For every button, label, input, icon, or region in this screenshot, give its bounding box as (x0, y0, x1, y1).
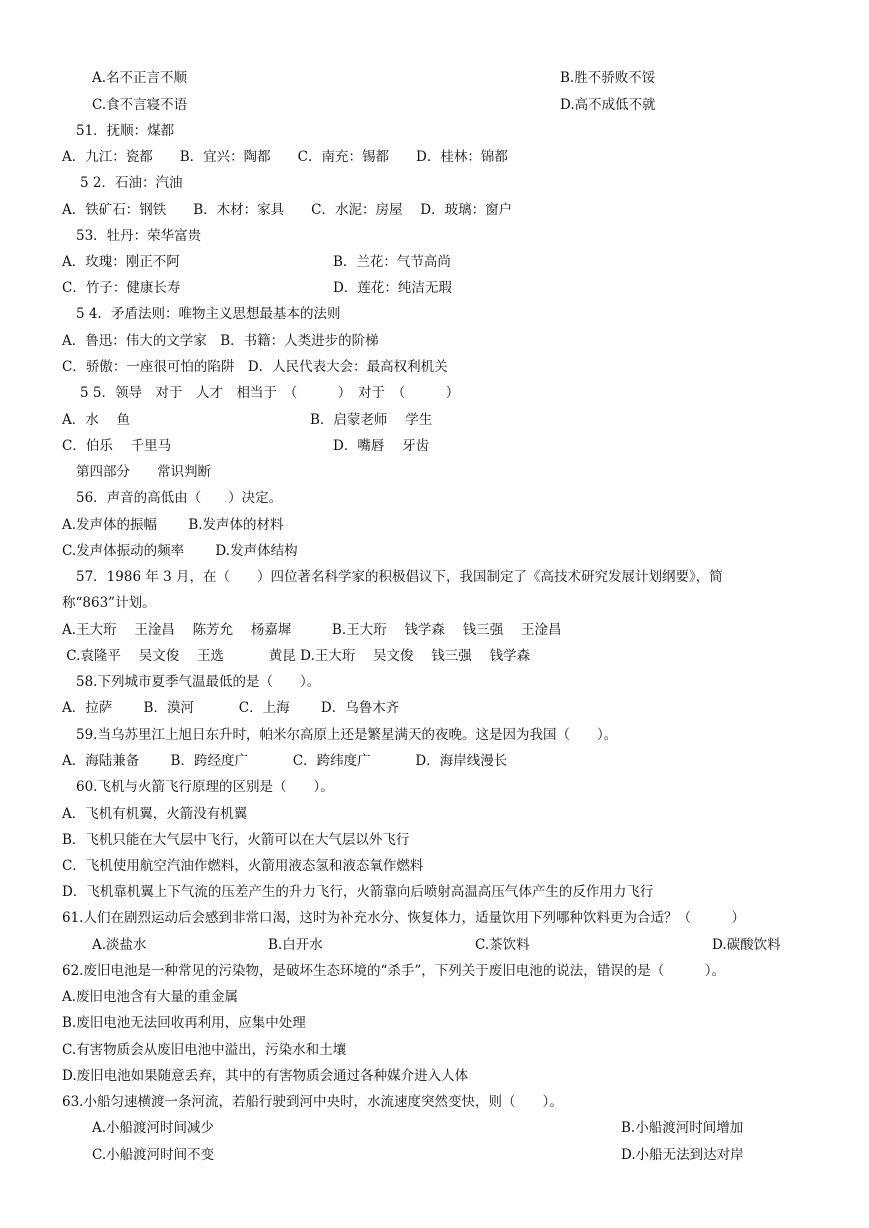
q55-option-b: B．启蒙老师 学生 (310, 412, 433, 428)
q62-option-b: B.废旧电池无法回收再利用，应集中处理 (62, 1015, 306, 1031)
q58-stem: 58.下列城市夏季气温最低的是（ ）。 (76, 674, 321, 690)
q52-stem: 5 2．石油：汽油 (80, 175, 183, 191)
q62-option-a: A.废旧电池含有大量的重金属 (62, 989, 239, 1005)
q51-stem: 51．抚顺：煤都 (76, 123, 175, 139)
q53-option-c: C．竹子：健康长寿 (62, 280, 181, 296)
q50-option-d: D.高不成低不就 (560, 97, 656, 113)
q50-option-a: A.名不正言不顺 (92, 70, 188, 86)
q52-options: A．铁矿石：钢铁 B．木材：家具 C．水泥：房屋 D．玻璃：窗户 (62, 202, 513, 218)
q53-option-d: D．莲花：纯洁无瑕 (333, 280, 452, 296)
q56-options-line2: C.发声体振动的频率 D.发声体结构 (62, 543, 298, 559)
q53-option-b: B．兰花：气节高尚 (333, 254, 451, 270)
q63-option-a: A.小船渡河时间减少 (92, 1120, 215, 1136)
q63-option-b: B.小船渡河时间增加 (621, 1120, 744, 1136)
section-title: 第四部分 常识判断 (76, 464, 211, 480)
q57-options-line2: C.袁隆平 吴文俊 王选 黄昆 D.王大珩 吴文俊 钱三强 钱学森 (62, 648, 531, 664)
q62-option-d: D.废旧电池如果随意丢弃，其中的有害物质会通过各种媒介进入人体 (62, 1068, 469, 1084)
q60-option-b: B．飞机只能在大气层中飞行，火箭可以在大气层以外飞行 (62, 832, 410, 848)
q63-option-d: D.小船无法到达对岸 (621, 1147, 744, 1163)
q61-option-a: A.淡盐水 (92, 937, 147, 953)
q53-option-a: A．玫瑰：刚正不阿 (62, 254, 180, 270)
q55-option-c: C．伯乐 千里马 (62, 438, 172, 454)
q61-option-d: D.碳酸饮料 (712, 937, 781, 953)
q63-option-c: C.小船渡河时间不变 (92, 1147, 215, 1163)
q61-option-b: B.白开水 (268, 937, 323, 953)
q62-option-c: C.有害物质会从废旧电池中溢出，污染水和土壤 (62, 1042, 347, 1058)
q61-option-c: C.茶饮料 (475, 937, 530, 953)
q57-stem-line1: 57．1986 年 3 月，在（ ）四位著名科学家的积极倡议下，我国制定了《高技术研究发展计划纲要》，简 (76, 569, 723, 585)
q59-options: A．海陆兼备 B．跨经度广 C．跨纬度广 D．海岸线漫长 (62, 753, 508, 769)
q50-option-c: C.食不言寝不语 (92, 97, 188, 113)
q56-stem: 56．声音的高低由（ ）决定。 (76, 490, 283, 506)
q57-options-line1: A.王大珩 王淦昌 陈芳允 杨嘉墀 B.王大珩 钱学森 钱三强 王淦昌 (62, 622, 562, 638)
q54-options-line1: A．鲁迅：伟大的文学家 B．书籍：人类进步的阶梯 (62, 333, 379, 349)
q55-option-a: A．水 鱼 (62, 412, 131, 428)
q61-stem: 61.人们在剧烈运动后会感到非常口渴，这时为补充水分、恢复体力，适量饮用下列哪种饮料更为合适？（ ） (62, 910, 745, 926)
q53-stem: 53．牡丹：荣华富贵 (76, 228, 202, 244)
q54-options-line2: C．骄傲：一座很可怕的陷阱 D．人民代表大会：最高权利机关 (62, 359, 448, 375)
q56-options-line1: A.发声体的振幅 B.发声体的材料 (62, 517, 284, 533)
q62-stem: 62.废旧电池是一种常见的污染物，是破坏生态环境的“杀手”，下列关于废旧电池的说法，错误的是（ ）。 (62, 963, 726, 979)
q57-stem-line2: 称“863”计划。 (62, 595, 156, 611)
q59-stem: 59.当乌苏里江上旭日东升时，帕米尔高原上还是繁星满天的夜晚。这是因为我国（ ）。 (76, 727, 618, 743)
q50-option-b: B.胜不骄败不馁 (560, 70, 656, 86)
q58-options: A．拉萨 B．漠河 C．上海 D．乌鲁木齐 (62, 700, 400, 716)
q60-option-a: A．飞机有机翼，火箭没有机翼 (62, 806, 248, 822)
q63-stem: 63.小船匀速横渡一条河流，若船行驶到河中央时，水流速度突然变快，则（ ）。 (62, 1094, 563, 1110)
q60-option-c: C．飞机使用航空汽油作燃料，火箭用液态氢和液态氧作燃料 (62, 858, 424, 874)
q60-stem: 60.飞机与火箭飞行原理的区别是（ ）。 (76, 779, 334, 795)
q55-option-d: D．嘴唇 牙齿 (333, 438, 430, 454)
q60-option-d: D．飞机靠机翼上下气流的压差产生的升力飞行，火箭靠向后喷射高温高压气体产生的反作用力飞行 (62, 884, 654, 900)
q55-stem: 5 5．领导 对于 人才 相当于 （ ） 对于 （ ） (80, 385, 460, 401)
q54-stem: 5 4．矛盾法则：唯物主义思想最基本的法则 (76, 306, 341, 322)
q51-options: A．九江：瓷都 B．宜兴：陶都 C．南充：锡都 D．桂林：锦都 (62, 149, 508, 165)
